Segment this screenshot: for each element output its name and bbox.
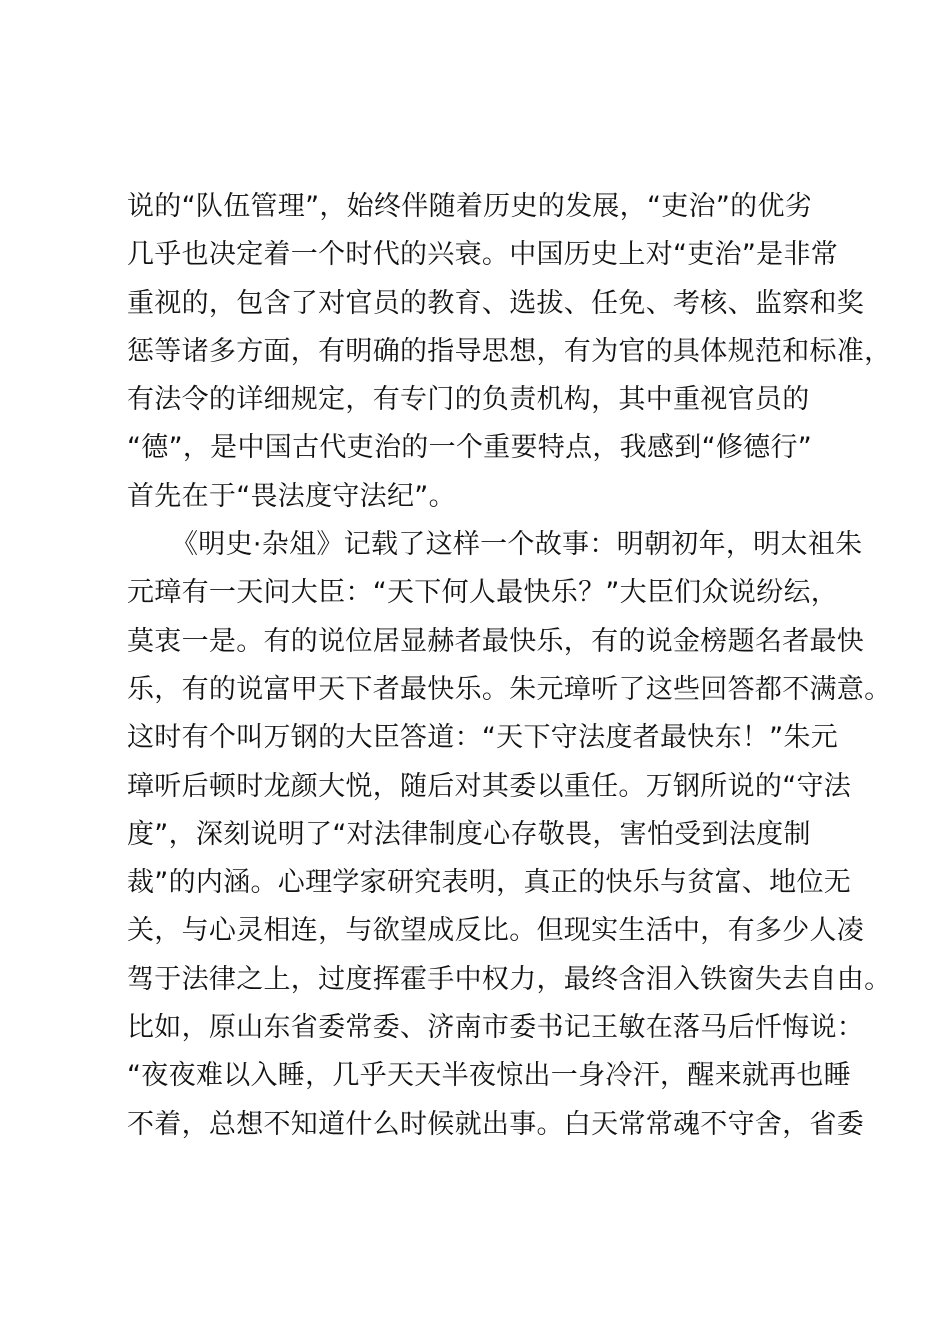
text-line: 几乎也决定着一个时代的兴衰。中国历史上对“吏治”是非常 xyxy=(127,239,839,271)
text-line: 《明史·杂俎》记载了这样一个故事：明朝初年，明太祖朱 xyxy=(171,529,863,561)
text-line: 这时有个叫万钢的大臣答道：“天下守法度者最快东！”朱元 xyxy=(127,722,839,754)
text-line: 首先在于“畏法度守法纪”。 xyxy=(127,480,456,512)
text-line: 璋听后顿时龙颜大悦，随后对其委以重任。万钢所说的“守法 xyxy=(127,770,852,802)
text-line: 有法令的详细规定，有专门的负责机构，其中重视官员的 xyxy=(127,384,810,416)
paragraph-1 xyxy=(127,183,892,521)
text-line: 关，与心灵相连，与欲望成反比。但现实生活中，有多少人凌 xyxy=(127,915,865,947)
text-line: 元璋有一天问大臣：“天下何人最快乐？”大臣们众说纷纭， xyxy=(127,577,839,609)
paragraph-2 xyxy=(127,521,892,1149)
text-line: 莫衷一是。有的说位居显赫者最快乐，有的说金榜题名者最快 xyxy=(127,625,865,657)
text-line: 裁”的内涵。心理学家研究表明，真正的快乐与贫富、地位无 xyxy=(127,867,852,899)
text-line: 说的“队伍管理”，始终伴随着历史的发展，“吏治”的优劣 xyxy=(127,191,813,222)
text-line: 重视的，包含了对官员的教育、选拔、任免、考核、监察和奖 xyxy=(127,287,865,319)
text-line: 不着，总想不知道什么时候就出事。白天常常魂不守舍，省委 xyxy=(127,1108,865,1140)
text-line: 惩等诸多方面，有明确的指导思想，有为官的具体规范和标准， xyxy=(127,335,892,367)
document-body xyxy=(127,183,892,1149)
text-line: “德”，是中国古代吏治的一个重要特点，我感到“修德行” xyxy=(127,432,813,464)
text-line: “夜夜难以入睡，几乎天天半夜惊出一身冷汗，醒来就再也睡 xyxy=(127,1060,852,1092)
text-line: 乐，有的说富甲天下者最快乐。朱元璋听了这些回答都不满意。 xyxy=(127,673,892,705)
text-line: 度”，深刻说明了“对法律制度心存敬畏，害怕受到法度制 xyxy=(127,818,811,850)
text-line: 比如，原山东省委常委、济南市委书记王敏在落马后忏悔说： xyxy=(127,1012,865,1044)
text-line: 驾于法律之上，过度挥霍手中权力，最终含泪入铁窗失去自由。 xyxy=(127,963,892,995)
